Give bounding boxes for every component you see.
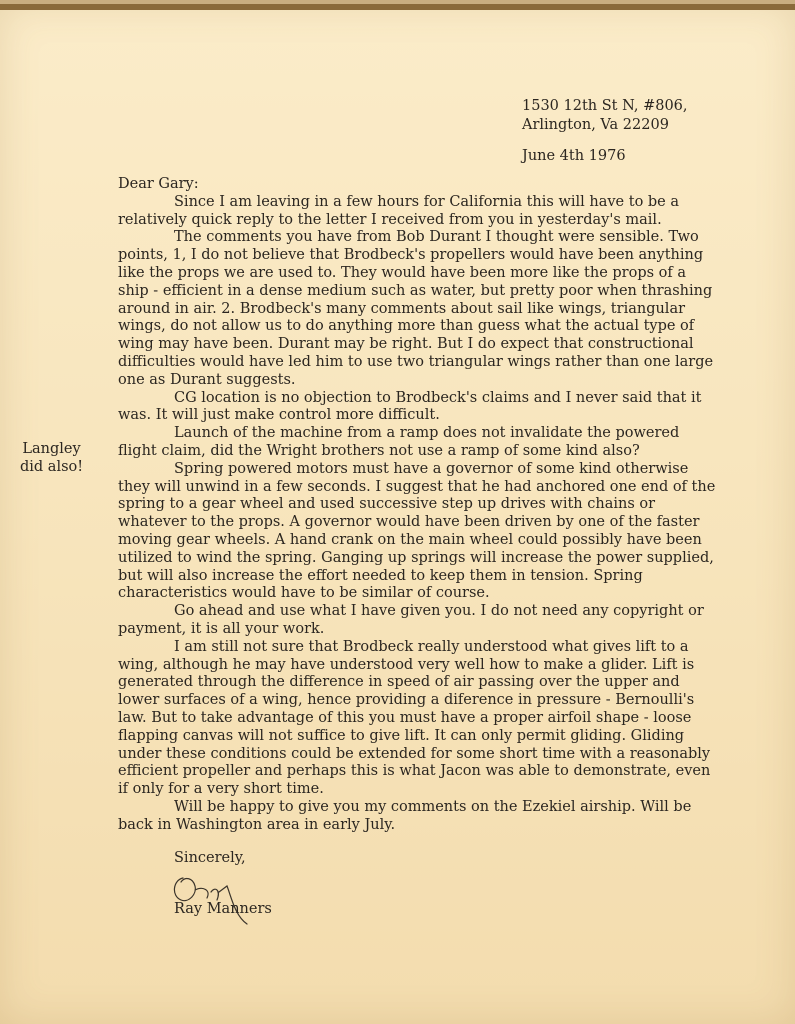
address-line-2: Arlington, Va 22209 [522, 117, 669, 133]
letter-body [118, 176, 718, 834]
handwritten-margin-note [20, 441, 83, 477]
page-edge [0, 4, 795, 10]
paragraph: Will be happy to give you my comments on the Ezekiel airship. Will be back in Washington area in early July. [118, 798, 692, 833]
paragraph: Since I am leaving in a few hours for California this will have to be a relatively quick reply to the letter I received from you in yesterday's mail. [118, 193, 680, 228]
margin-note-line-1: Langley [22, 441, 81, 457]
letter-sheet [0, 4, 795, 1024]
paragraph: Go ahead and use what I have given you. I do not need any copyright or payment, it is all your work. [118, 603, 704, 637]
letter-date: June 4th 1976 [522, 148, 626, 164]
signer-name: Ray Manners [174, 901, 272, 917]
paragraph: Launch of the machine from a ramp does not invalidate the powered flight claim, did the Wright brothers not use a ramp of some kind also? [118, 425, 680, 459]
paragraph: The comments you have from Bob Durant I thought were sensible. Two points, 1, I do not believe that Brodbeck's propellers would have been anything like the props we are used to. They would have been more like the props of a ship - efficient in a dense medium such as water, but pretty poor when thrashing around in air. 2. Brodbeck's many comments about sail like wings, triangular wings, do not allow us to do anything more than guess what the actual type of wing may have been. Durant may be right. But I do expect that constructional difficulties would have led him to use two triangular wings rather than one large one as Durant suggests. [118, 229, 714, 388]
paragraph: CG location is no objection to Brodbeck's claims and I never said that it was. It will just make control more difficult. [118, 389, 702, 424]
salutation: Dear Gary: [118, 176, 199, 192]
sender-address [522, 97, 688, 166]
margin-note-line-2: did also! [20, 458, 84, 475]
closing: Sincerely, [174, 850, 246, 866]
paragraph: Spring powered motors must have a governor of some kind otherwise they will unwind in a few seconds. I suggest that he had anchored one end of the spring to a gear wheel and used successive step up drives with chains or whatever to the props. A governor would have been driven by one of the faster moving gear wheels. A hand crank on the main wheel could possibly have been utilized to wind the spring. Ganging up springs will increase the power supplied, but will also increase the effort needed to keep them in tension. Spring characteristics would have to be similar of course. [118, 460, 716, 602]
address-line-1: 1530 12th St N, #806, [522, 98, 688, 114]
paragraph: I am still not sure that Brodbeck really understood what gives lift to a wing, although he may have understood very well how to make a glider. Lift is generated through the difference in speed of air passing over the upper and lower surfaces of a wing, hence providing a diference in pressure - Bernoulli's law. But to take advantage of this you must have a proper airfoil shape - loose flapping canvas will not suffice to give lift. It can only permit gliding. Gliding under these conditions could be extended for some short time with a reasonably efficient propeller and perhaps this is what Jacon was able to demonstrate, even if only for a very short time. [118, 638, 711, 798]
